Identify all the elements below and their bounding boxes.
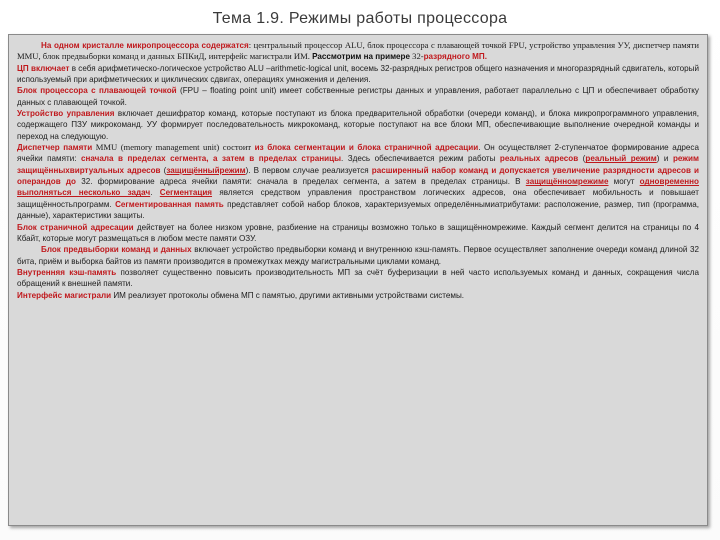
term-real-mode: реальный режим xyxy=(585,154,657,164)
paragraph-fpu: Блок процессора с плавающей точкой (FPU – floating point unit) имеет собственные регистры данных и управления, работает параллельно с ЦП и обеспечивает обработку данных с плавающей точкой. xyxy=(17,86,699,107)
term-cache: Внутренняя кэш-память xyxy=(17,267,117,277)
term-mmu: Диспетчер памяти xyxy=(17,143,93,153)
term-protected-virtual: режим защищённыхвиртуальных адресов xyxy=(17,154,699,175)
term-cpu: ЦП включает xyxy=(17,63,70,73)
term-on-one-chip: На одном кристалле микропроцессора содержатся xyxy=(41,41,249,50)
term-protected-mode-2: защищённомрежиме xyxy=(525,177,609,187)
term-protected-mode: защищённыйрежим xyxy=(166,165,246,175)
term-segment-page-blocks: из блока сегментации и блока страничной адресации xyxy=(254,143,479,153)
term-prefetch-unit: Блок предвыборки команд и данных xyxy=(41,245,192,255)
term-segmented-memory: Сегментированная память xyxy=(115,199,224,209)
paragraph-control-unit: Устройство управления включает дешифратор команд, которые поступают из блока предварительной обработки (очереди команд), и блока микропрограммного управления, содержащего ПЗУ микрокоманд. УУ формирует последовательность микрокоманд, которые поступают на все блоки МП, обеспечивающие выполнение очередной команды и переход на следующую. xyxy=(17,109,699,141)
term-segmentation: Сегментация xyxy=(159,188,213,198)
term-real-addresses: реальных адресов xyxy=(499,154,579,164)
paragraph-bus-interface: Интерфейс магистрали ИМ реализует протоколы обмена МП с памятью, другими активными устройствами системы. xyxy=(17,290,465,300)
slide-title: Тема 1.9. Режимы работы процессора xyxy=(212,10,508,27)
paragraph-chip-composition: На одном кристалле микропроцессора содержатся: центральный процессор ALU, блок процессора с плавающей точкой FPU, устройство управления УУ, диспетчер памяти MMU, блок предвыборки команд и данных БПКиД, интерфейс магистрали ИМ. Рассмотрим на примере 32-разрядного МП. xyxy=(17,40,699,62)
term-multitasking: одновременно выполняться несколько задач xyxy=(17,177,699,198)
content-box xyxy=(8,34,708,526)
term-fpu: Блок процессора с плавающей точкой xyxy=(17,86,177,96)
paragraph-cpu: ЦП включает в себя арифметическо-логическое устройство ALU –arithmetic-logical unit, восемь 32-разрядных регистров общего назначения и многоразрядный сдвигатель, который используемый при арифметических и циклических сдвигах, операциях умножения и деления. xyxy=(17,63,699,85)
term-32bit-mp: разрядного МП. xyxy=(423,52,487,62)
term-example: Рассмотрим на примере xyxy=(312,52,410,62)
paragraph-cache: Внутренняя кэш-память позволяет существенно повысить производительность МП за счёт буферизации в ней часто используемых команд и данных, сокращения числа обращений к внешней памяти. xyxy=(17,267,699,289)
term-bus-interface: Интерфейс магистрали xyxy=(17,290,112,300)
term-paging-unit: Блок страничной адресации xyxy=(17,222,134,232)
term-extended-set: расширенный набор команд и допускается увеличение разрядности адресов и операндов до xyxy=(17,165,700,187)
term-control-unit: Устройство управления xyxy=(17,109,115,119)
term-segment-then-page: сначала в пределах сегмента, а затем в пределах страницы xyxy=(80,154,342,164)
paragraph-prefetch: Блок предвыборки команд и данных включает устройство предвыборки команд и внутреннюю кэш-память. Первое осуществляет заполнение очереди команд длиной 32 бита, приём и выборка байтов из памяти производится в промежутках между магистральными циклами команд. xyxy=(17,245,699,266)
paragraph-paging: Блок страничной адресации действует на более низком уровне, разбиение на страницы возможно только в защищённомрежиме. Каждый сегмент делится на страницы по 4 Кбайт, которые могут размещаться в любом месте памяти ОЗУ. xyxy=(17,222,700,243)
paragraph-mmu: Диспетчер памяти MMU (memory management unit) состоит из блока сегментации и блока страничной адресации. Он осуществляет 2-ступенчатое формирование адреса ячейки памяти: сначала в пределах сегмента, а затем в пределах страницы. Здесь обеспечивается режим работы реальных адресов (реальный режим) и режим защищённыхвиртуальных адресов (защищённыйрежим). В первом случае реализуется расширенный набор команд и допускается увеличение разрядности адресов и операндов до 32. формирование адреса ячейки памяти: сначала в пределах сегмента, а затем в пределах страницы. В защищённомрежиме могут одновременно выполняться несколько задач. Сегментация является средством управления пространством логических адресов, она обеспечивает мобильность и повышает защищённостьпрограмм. Сегментированная память представляет собой набор блоков, характеризуемых определённымиатрибутами: расположение, размер, тип (программа, данные), характеристики защиты. xyxy=(17,142,700,221)
